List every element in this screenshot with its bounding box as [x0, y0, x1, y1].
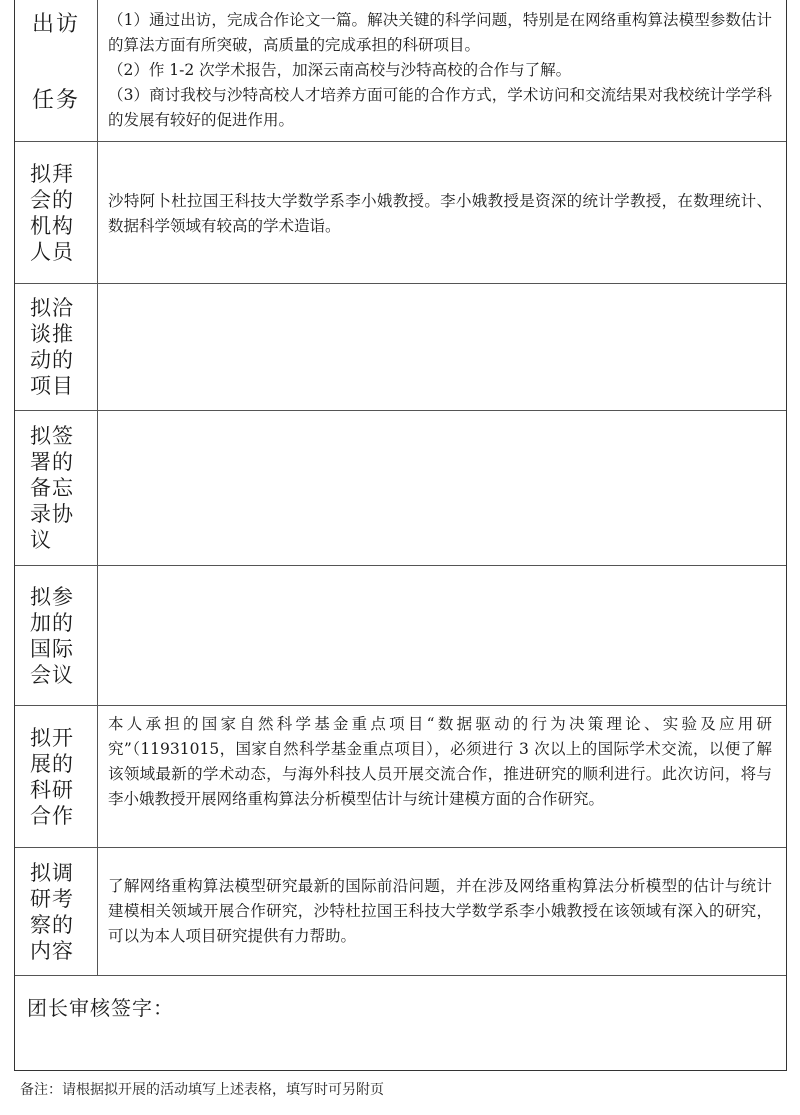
footnote: 备注：请根据拟开展的活动填写上述表格，填写时可另附页 [20, 1082, 384, 1098]
row-content [98, 566, 786, 705]
row-label [15, 142, 98, 283]
row-visit-tasks [15, 0, 786, 142]
row-label-text: 拟参加的国际会议 [30, 584, 74, 687]
row-institutions-to-visit [15, 142, 786, 284]
signature-box [15, 976, 786, 1070]
row-label-text: 拟签署的备忘录协议 [30, 424, 74, 552]
row-research-content [15, 848, 786, 976]
row-label [15, 284, 98, 410]
row-label-text-bottom: 任务 [32, 88, 81, 113]
row-content: 了解网络重构算法模型研究最新的国际前沿问题，并在涉及网络重构算法分析模型的估计与统计建模相关领域开展合作研究，沙特杜拉国王科技大学数学系李小娥教授在该领域有深入的研究，可以为本人项目研究提供有力帮助。 [108, 877, 772, 945]
application-form-table [14, 0, 787, 1071]
row-label [15, 848, 98, 975]
row-label [15, 411, 98, 565]
row-label-text: 拟洽谈推动的项目 [30, 296, 74, 398]
row-label-text: 拟拜会的机构人员 [30, 161, 74, 264]
row-label [15, 566, 98, 705]
row-content: 沙特阿卜杜拉国王科技大学数学系李小娥教授。李小娥教授是资深的统计学教授，在数理统计、数据科学领域有较高的学术造诣。 [108, 192, 772, 235]
row-label [15, 0, 98, 141]
task-item-1: （1）通过出访，完成合作论文一篇。解决关键的科学问题，特别是在网络重构算法模型参数估计的算法方面有所突破，高质量的完成承担的科研项目。 [108, 11, 772, 54]
task-item-3: （3）商讨我校与沙特高校人才培养方面可能的合作方式，学术访问和交流结果对我校统计学学科的发展有较好的促进作用。 [108, 86, 772, 129]
row-content [98, 0, 786, 141]
row-label-text: 拟开展的科研合作 [30, 725, 74, 828]
row-projects-to-negotiate [15, 284, 786, 411]
row-content [98, 411, 786, 565]
row-research-cooperation [15, 706, 786, 848]
row-content [98, 284, 786, 410]
row-international-conferences [15, 566, 786, 706]
row-label [15, 706, 98, 847]
task-item-2: （2）作 1-2 次学术报告，加深云南高校与沙特高校的合作与了解。 [108, 61, 572, 79]
row-memorandum-to-sign [15, 411, 786, 566]
row-label-text-top: 出访 [32, 12, 81, 37]
row-content: 本人承担的国家自然科学基金重点项目“数据驱动的行为决策理论、实验及应用研究”（11931015，国家自然科学基金重点项目），必须进行 3 次以上的国际学术交流，以便了解该领域最新的学术动态，与海外科技人员开展交流合作，推进研究的顺利进行。此次访问，将与李小娥教授开展网络重构算法分析模型估计与统计建模方面的合作研究。 [108, 715, 772, 808]
signature-label: 团长审核签字： [27, 996, 174, 1020]
row-label-text: 拟调研考察的内容 [30, 860, 74, 963]
